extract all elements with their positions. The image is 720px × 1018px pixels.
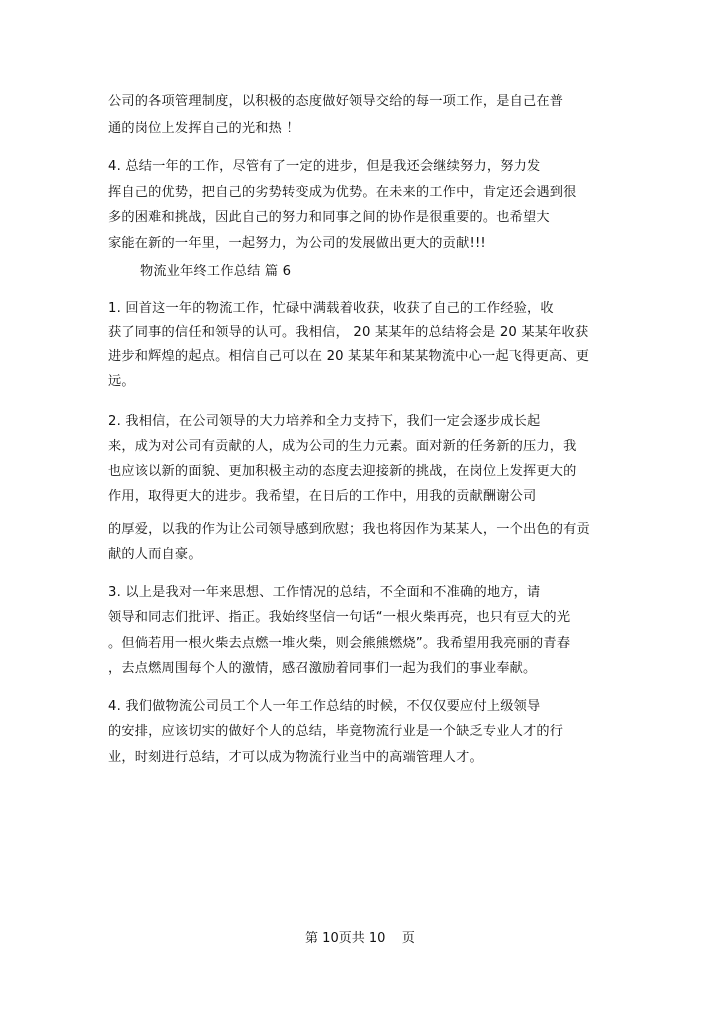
text-line: 获了同事的信任和领导的认可。我相信， 20 某某年的总结将会是 20 某某年收获	[108, 325, 589, 340]
text-line: 献的人而自豪。	[108, 547, 202, 562]
text-line: 公司的各项管理制度，以积极的态度做好领导交给的每一项工作，是自己在普	[108, 94, 564, 109]
text-line: 作用，取得更大的进步。我希望，在日后的工作中，用我的贡献酬谢公司	[108, 489, 537, 504]
text-line: 通的岗位上发挥自己的光和热 ！	[108, 121, 300, 136]
text-line: 的安排，应该切实的做好个人的总结，毕竟物流行业是一个缺乏专业人才的行	[108, 724, 564, 739]
text-line: 多的困难和挑战，因此自己的努力和同事之间的协作是很重要的。也希望大	[108, 210, 550, 225]
section-heading: 物流业年终工作总结 篇 6	[140, 264, 292, 279]
text-line: 的厚爱，以我的作为让公司领导感到欣慰；我也将因作为某某人，一个出色的有贡	[108, 522, 590, 537]
text-line: 来，成为对公司有贡献的人，成为公司的生力元素。面对新的任务新的压力，我	[108, 439, 577, 454]
text-line: 挥自己的优势，把自己的劣势转变成为优势。在未来的工作中，肯定还会遇到很	[108, 185, 577, 200]
text-line: 进步和辉煌的起点。相信自己可以在 20 某某年和某某物流中心一起飞得更高、更	[108, 349, 590, 364]
page-number-footer: 第 10页共 10 页	[305, 931, 415, 946]
text-line: ，去点燃周围每个人的激情，感召激励着同事们一起为我们的事业奉献。	[108, 661, 537, 676]
text-line: 业，时刻进行总结，才可以成为物流行业当中的高端管理人才。	[108, 750, 483, 765]
paragraph-3-line: 3. 以上是我对一年来思想、工作情况的总结，不全面和不准确的地方，请	[108, 585, 541, 600]
paragraph-4b-line: 4. 我们做物流公司员工个人一年工作总结的时候，不仅仅要应付上级领导	[108, 699, 541, 714]
paragraph-2-line: 2. 我相信，在公司领导的大力培养和全力支持下，我们一定会逐步成长起	[108, 414, 541, 429]
paragraph-1-line: 1. 回首这一年的物流工作，忙碌中满载着收获，收获了自己的工作经验，收	[108, 301, 554, 316]
text-line: 也应该以新的面貌、更加积极主动的态度去迎接新的挑战，在岗位上发挥更大的	[108, 464, 577, 479]
text-line: 远。	[108, 374, 135, 389]
text-line: 领导和同志们批评、指正。我始终坚信一句话“一根火柴再亮，也只有豆大的光	[108, 610, 571, 625]
paragraph-4-line: 4. 总结一年的工作，尽管有了一定的进步，但是我还会继续努力，努力发	[108, 159, 541, 174]
text-line: 家能在新的一年里，一起努力，为公司的发展做出更大的贡献!!!	[108, 236, 486, 251]
text-line: 。但倘若用一根火柴去点燃一堆火柴，则会熊熊燃烧”。我希望用我亮丽的青春	[108, 636, 571, 651]
